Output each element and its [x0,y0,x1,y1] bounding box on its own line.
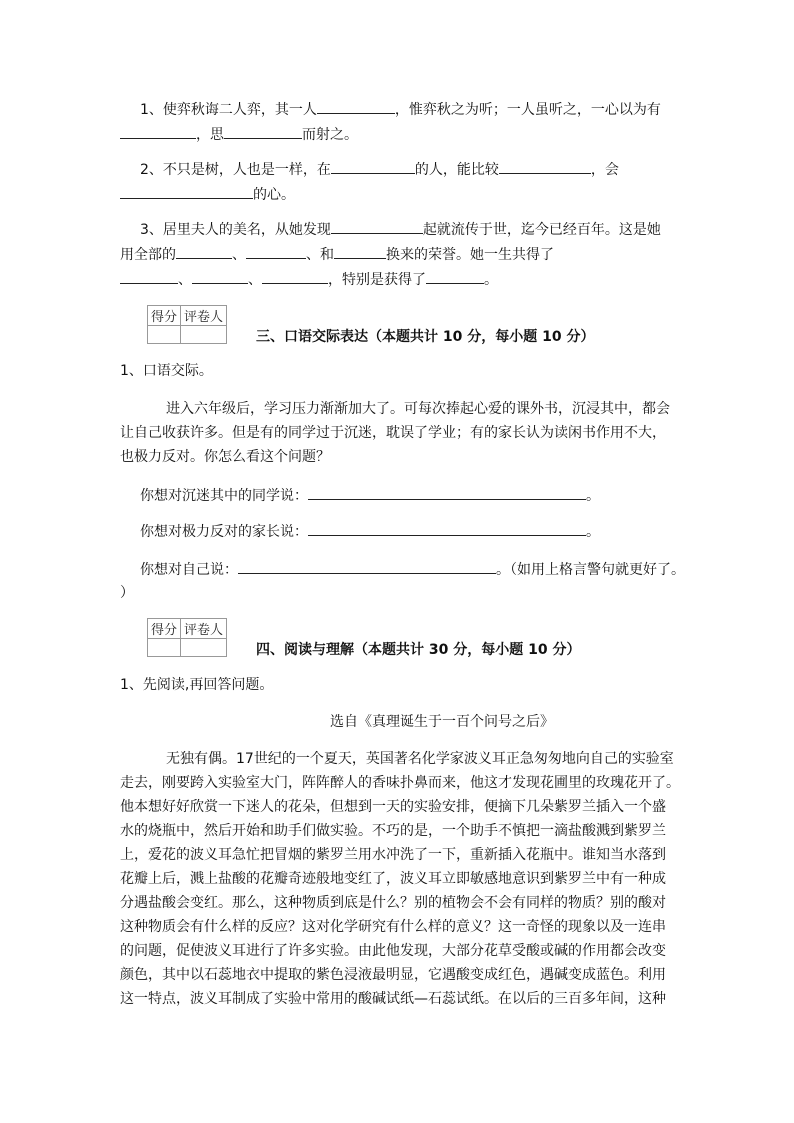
q3-blank-1[interactable] [331,220,423,234]
q2-text-b: 的人，能比较 [414,162,499,178]
passage-line-9: 的问题，促使波义耳进行了许多实验。由此他发现，大部分花草受酸或碱的作用都会改变 [120,943,666,959]
q1-text-d: 而射之。 [302,127,358,143]
prompt-self-end: 。（如用上格言警句就更好了。 [496,562,685,578]
q3-blank-7[interactable] [262,270,328,284]
q1-line2 [120,125,358,144]
q1-text-b: ，惟弈秋之为听；一人虽听之，一心以为有 [394,102,661,118]
q2-blank-3[interactable] [120,185,253,199]
answer-parents[interactable] [308,522,586,536]
q2-text-d: 的心。 [253,187,295,203]
passage-line-4: 水的烧瓶中，然后开始和助手们做实验。不巧的是，一个助手不慎把一滴盐酸溅到紫罗兰 [120,823,666,839]
q1-blank-3[interactable] [224,125,302,139]
prompt-parents [140,522,600,541]
q3-line3 [120,270,498,289]
passage-line-2: 走去，刚要跨入实验室大门，阵阵醉人的香味扑鼻而来，他这才发现花圃里的玫瑰花开了。 [120,775,680,791]
q2-text-a: 2、不只是树，人也是一样，在 [140,162,331,178]
prompt-classmate [140,486,600,505]
passage-line-7: 分遇盐酸会变红。那么，这种物质到底是什么？别的植物会不会有同样的物质？别的酸对 [120,895,666,911]
score-label: 得分 [148,306,181,326]
prompt-classmate-label: 你想对沉迷其中的同学说： [140,488,308,504]
prompt-classmate-end: 。 [586,488,600,504]
q3-text-a: 3、居里夫人的美名，从她发现 [140,222,331,238]
q3-blank-3[interactable] [246,245,306,259]
section3-para-line2: 让自己收获许多。但是有的同学过于沉迷，耽误了学业；有的家长认为读闲书作用不大， [120,425,666,441]
section3-q1: 1、口语交际。 [120,363,213,379]
prompt-parents-end: 。 [586,524,600,540]
passage-line-6: 花瓣上后，溅上盐酸的花瓣奇迹般地变红了，波义耳立即敏感地意识到紫罗兰中有一种成 [120,871,666,887]
section4-title: 四、阅读与理解（本题共计 30 分，每小题 10 分） [256,642,581,658]
q3-blank-6[interactable] [192,270,248,284]
score-box-section4 [147,618,227,657]
q3-text-i: ，特别是获得了 [328,272,426,288]
q3-blank-4[interactable] [334,245,386,259]
q2-blank-2[interactable] [499,160,591,174]
q1-text-c: ，思 [196,127,224,143]
q3-text-h: 、 [248,272,262,288]
section3-para-line3: 也极力反对。你怎么看这个问题？ [120,449,330,465]
q3-text-b: 起就流传于世，迄今已经百年。这是她 [422,222,661,238]
section3-title: 三、口语交际表达（本题共计 10 分，每小题 10 分） [256,329,595,345]
q2-text-c: ，会 [590,162,619,178]
answer-self[interactable] [238,560,496,574]
reviewer-label: 评卷人 [181,619,227,639]
q3-blank-5[interactable] [120,270,178,284]
q3-text-j: 。 [484,272,498,288]
score-cell[interactable] [148,326,181,344]
prompt-self [140,560,685,579]
q2-blank-1[interactable] [331,160,415,174]
score-cell[interactable] [148,639,181,657]
prompt-parents-label: 你想对极力反对的家长说： [140,524,308,540]
prompt-self-end-paren: ） [120,585,134,601]
q1-blank-2[interactable] [120,125,196,139]
passage-line-1: 无独有偶。17世纪的一个夏天，英国著名化学家波义耳正急匆匆地向自己的实验室 [166,751,674,767]
q3-blank-2[interactable] [176,245,232,259]
passage-line-5: 上，爱花的波义耳急忙把冒烟的紫罗兰用水冲洗了一下，重新插入花瓶中。谁知当水落到 [120,847,666,863]
answer-classmate[interactable] [308,486,586,500]
reviewer-cell[interactable] [181,326,227,344]
passage-line-10: 颜色，其中以石蕊地衣中提取的紫色浸液最明显，它遇酸变成红色，遇碱变成蓝色。利用 [120,967,666,983]
passage-line-11: 这一特点，波义耳制成了实验中常用的酸碱试纸—石蕊试纸。在以后的三百多年间，这种 [120,991,666,1007]
q3-text-e: 、和 [306,247,334,263]
q3-text-d: 、 [232,247,246,263]
score-box-section3 [147,305,227,344]
passage-line-8: 这种物质会有什么样的反应？这对化学研究有什么样的意义？这一奇怪的现象以及一连串 [120,919,666,935]
passage-line-3: 他本想好好欣赏一下迷人的花朵，但想到一天的实验安排，便摘下几朵紫罗兰插入一个盛 [120,799,666,815]
q1-text-a: 1、使弈秋诲二人弈，其一人 [140,102,317,118]
q3-blank-8[interactable] [426,270,484,284]
prompt-self-label: 你想对自己说： [140,562,238,578]
score-label: 得分 [148,619,181,639]
q1-blank-1[interactable] [317,100,395,114]
q3-text-c: 用全部的 [120,247,176,263]
q3-line2 [120,245,554,264]
q2-line2 [120,185,295,204]
reviewer-label: 评卷人 [181,306,227,326]
reviewer-cell[interactable] [181,639,227,657]
section4-q1: 1、先阅读,再回答问题。 [120,677,274,693]
passage-title: 选自《真理诞生于一百个问号之后》 [330,714,554,730]
q3-text-g: 、 [178,272,192,288]
section3-para-line1: 进入六年级后，学习压力渐渐加大了。可每次捧起心爱的课外书，沉浸其中，都会 [166,401,670,417]
q1-line1 [140,100,661,119]
q3-text-f: 换来的荣誉。她一生共得了 [386,247,554,263]
q3-line1 [140,220,661,239]
q2-line1 [140,160,619,179]
